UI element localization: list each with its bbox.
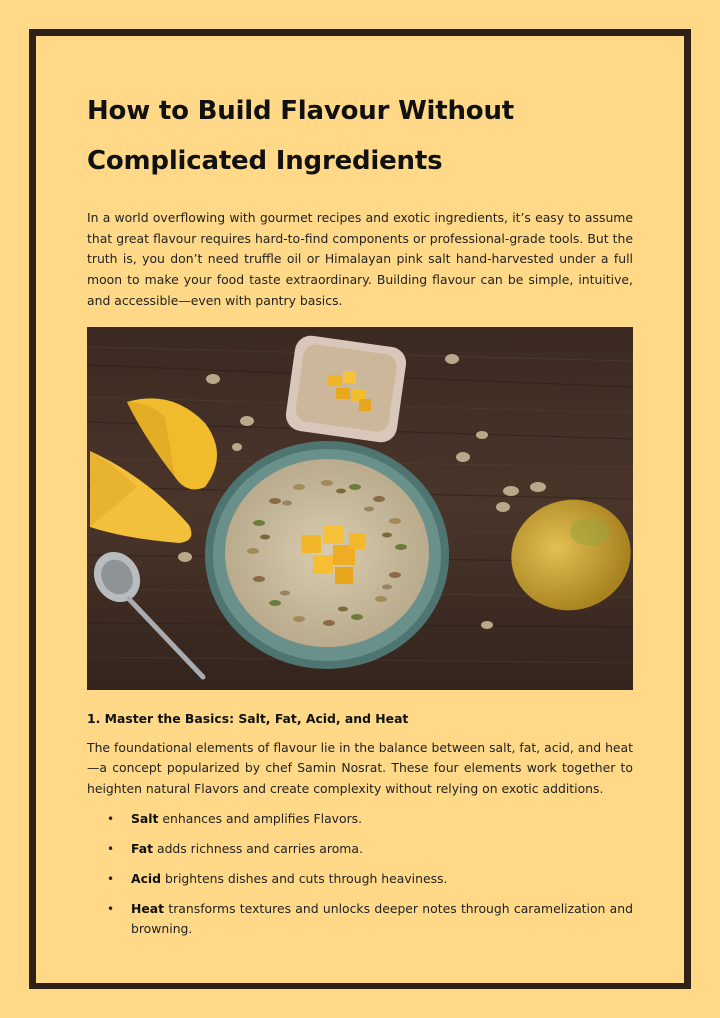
bullet-icon: • xyxy=(107,811,115,826)
list-item-heat xyxy=(87,899,633,940)
article-title xyxy=(87,86,633,186)
list-text: transforms textures and unlocks deeper notes through caramelization and browning. xyxy=(131,900,633,937)
article xyxy=(87,86,633,949)
list-text: enhances and amplifies Flavors. xyxy=(158,810,363,826)
bullet-icon: • xyxy=(107,871,115,886)
list-text: adds richness and carries aroma. xyxy=(153,840,363,856)
list-item-acid xyxy=(87,869,633,890)
bullet-icon: • xyxy=(107,901,115,916)
list-term: Heat xyxy=(131,900,165,916)
small-bowl xyxy=(284,333,408,444)
list-item-salt xyxy=(87,809,633,830)
section-heading: 1. Master the Basics: Salt, Fat, Acid, and Heat xyxy=(87,710,409,726)
section-paragraph: The foundational elements of flavour lie in the balance between salt, fat, acid, and heat—a concept popularized by chef Samin Nosrat. These four elements work together to heighten natural Flavors and create complexity without relying on exotic additions. xyxy=(87,739,633,796)
list-term: Acid xyxy=(131,870,162,886)
title-line-1: How to Build Flavour Without xyxy=(87,96,514,126)
list-text: brightens dishes and cuts through heaviness. xyxy=(161,870,448,886)
title-line-2: Complicated Ingredients xyxy=(87,146,443,176)
basics-list xyxy=(87,809,633,940)
bullet-icon: • xyxy=(107,841,115,856)
intro-paragraph: In a world overflowing with gourmet recipes and exotic ingredients, it’s easy to assume that great flavour requires hard-to-find components or professional-grade tools. But the truth is, you don’t need truffle oil or Himalayan pink salt hand-harvested under a full moon to make your food taste extraordinary. Building flavour can be simple, intuitive, and accessible—even with pantry basics. xyxy=(87,210,633,308)
list-term: Salt xyxy=(131,810,159,826)
list-term: Fat xyxy=(131,840,154,856)
mango-pudding-photo xyxy=(87,327,633,690)
list-item-fat xyxy=(87,839,633,860)
